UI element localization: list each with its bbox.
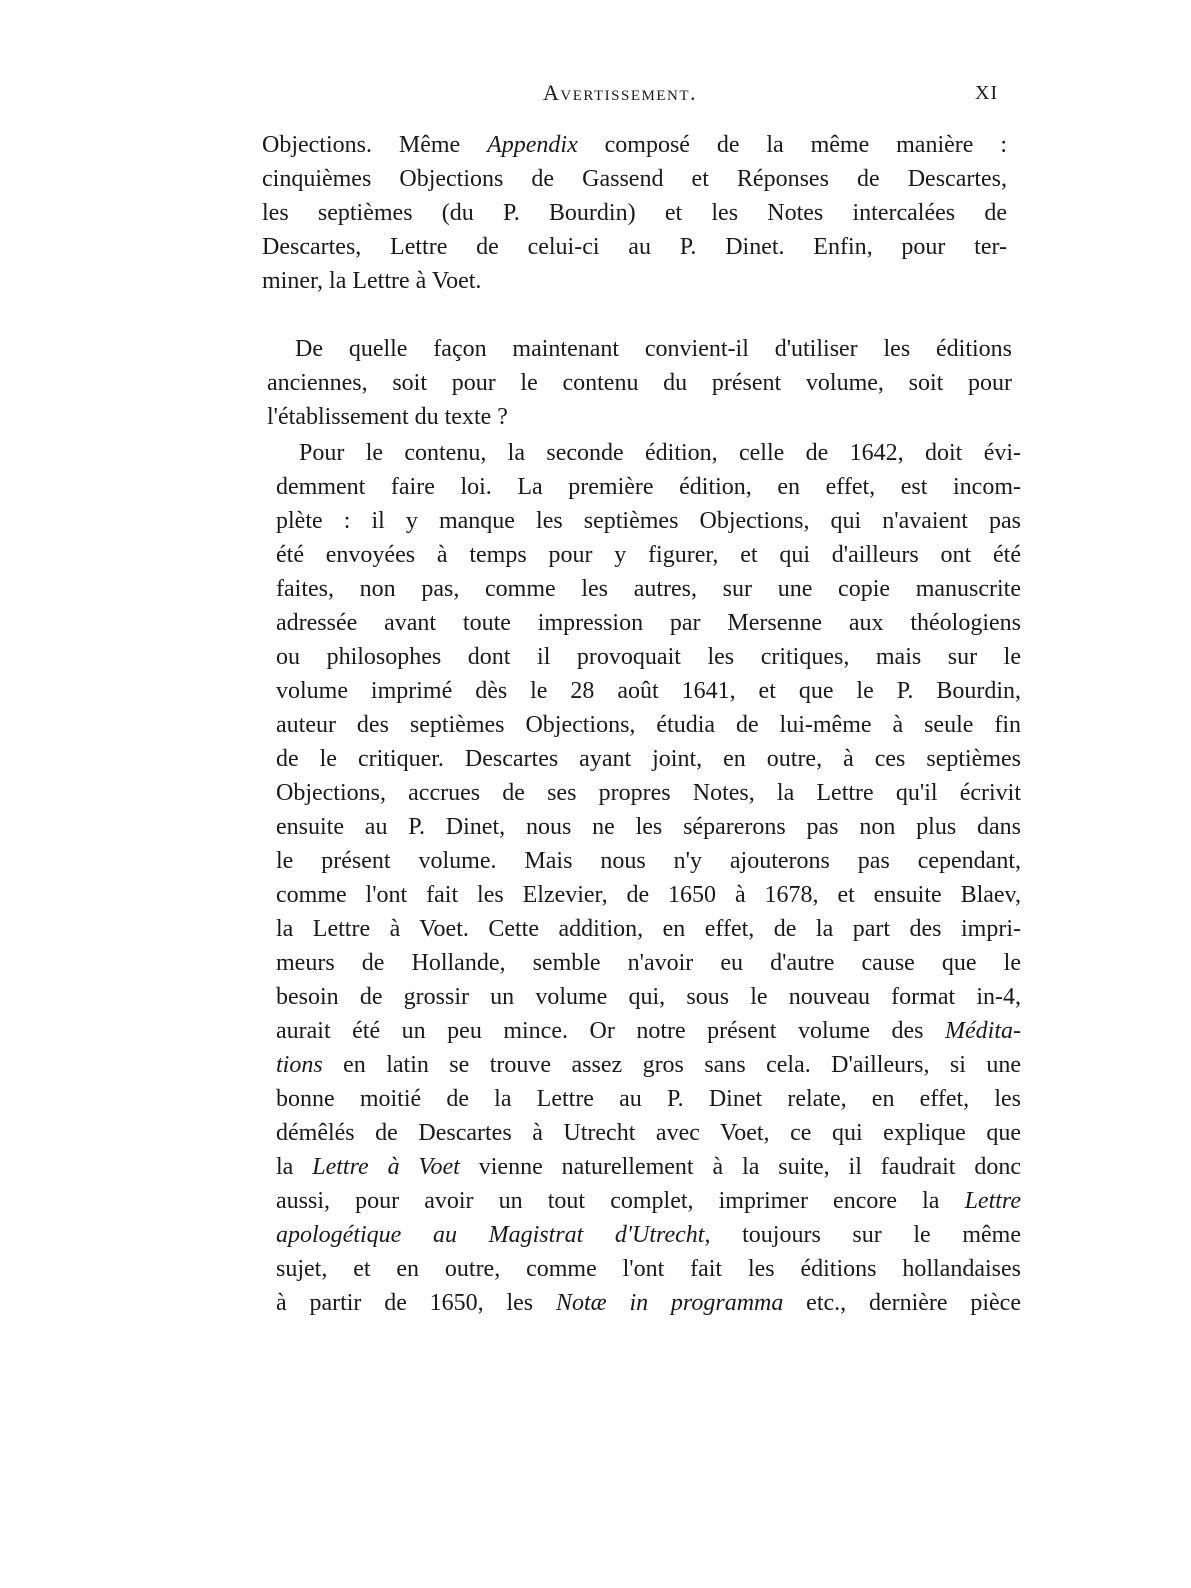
text-line: le présent volume. Mais nous n'y ajouterons pas cependant, bbox=[276, 848, 1021, 874]
text-line: Pour le contenu, la seconde édition, celle de 1642, doit évi- bbox=[299, 440, 1021, 466]
text-line: ou philosophes dont il provoquait les critiques, mais sur le bbox=[276, 644, 1021, 670]
text-line: comme l'ont fait les Elzevier, de 1650 à 1678, et ensuite Blaev, bbox=[276, 882, 1021, 908]
text-line: à partir de 1650, les Notæ in programma etc., dernière pièce bbox=[276, 1290, 1021, 1316]
text-line: anciennes, soit pour le contenu du présent volume, soit pour bbox=[267, 370, 1012, 396]
page-header bbox=[0, 80, 1191, 116]
text-line: la Lettre à Voet. Cette addition, en effet, de la part des impri- bbox=[276, 916, 1021, 942]
text-line: faites, non pas, comme les autres, sur une copie manuscrite bbox=[276, 576, 1021, 602]
text-line: été envoyées à temps pour y figurer, et qui d'ailleurs ont été bbox=[276, 542, 1021, 568]
text-line: démêlés de Descartes à Utrecht avec Voet, ce qui explique que bbox=[276, 1120, 1021, 1146]
text-line: miner, la Lettre à Voet. bbox=[262, 268, 482, 294]
page-number: XI bbox=[975, 82, 999, 104]
text-line: ensuite au P. Dinet, nous ne les séparerons pas non plus dans bbox=[276, 814, 1021, 840]
text-line: sujet, et en outre, comme l'ont fait les éditions hollandaises bbox=[276, 1256, 1021, 1282]
text-line: De quelle façon maintenant convient-il d'utiliser les éditions bbox=[295, 336, 1012, 362]
text-line: apologétique au Magistrat d'Utrecht, toujours sur le même bbox=[276, 1222, 1021, 1248]
text-line: demment faire loi. La première édition, en effet, est incom- bbox=[276, 474, 1021, 500]
text-line: bonne moitié de la Lettre au P. Dinet relate, en effet, les bbox=[276, 1086, 1021, 1112]
text-line: Objections. Même Appendix composé de la même manière : bbox=[262, 132, 1007, 158]
text-line: meurs de Hollande, semble n'avoir eu d'autre cause que le bbox=[276, 950, 1021, 976]
text-line: tions en latin se trouve assez gros sans cela. D'ailleurs, si une bbox=[276, 1052, 1021, 1078]
text-line: besoin de grossir un volume qui, sous le nouveau format in-4, bbox=[276, 984, 1021, 1010]
text-line: adressée avant toute impression par Mersenne aux théologiens bbox=[276, 610, 1021, 636]
text-line: la Lettre à Voet vienne naturellement à la suite, il faudrait donc bbox=[276, 1154, 1021, 1180]
text-line: les septièmes (du P. Bourdin) et les Notes intercalées de bbox=[262, 200, 1007, 226]
text-line: l'établissement du texte ? bbox=[267, 404, 508, 430]
running-title: Avertissement. bbox=[543, 80, 697, 105]
text-line: de le critiquer. Descartes ayant joint, en outre, à ces septièmes bbox=[276, 746, 1021, 772]
text-line: Descartes, Lettre de celui-ci au P. Dinet. Enfin, pour ter- bbox=[262, 234, 1007, 260]
text-line: aussi, pour avoir un tout complet, imprimer encore la Lettre bbox=[276, 1188, 1021, 1214]
text-line: auteur des septièmes Objections, étudia de lui-même à seule fin bbox=[276, 712, 1021, 738]
text-line: aurait été un peu mince. Or notre présent volume des Médita- bbox=[276, 1018, 1021, 1044]
text-line: cinquièmes Objections de Gassend et Réponses de Descartes, bbox=[262, 166, 1007, 192]
text-line: Objections, accrues de ses propres Notes, la Lettre qu'il écrivit bbox=[276, 780, 1021, 806]
text-line: volume imprimé dès le 28 août 1641, et que le P. Bourdin, bbox=[276, 678, 1021, 704]
text-line: plète : il y manque les septièmes Objections, qui n'avaient pas bbox=[276, 508, 1021, 534]
